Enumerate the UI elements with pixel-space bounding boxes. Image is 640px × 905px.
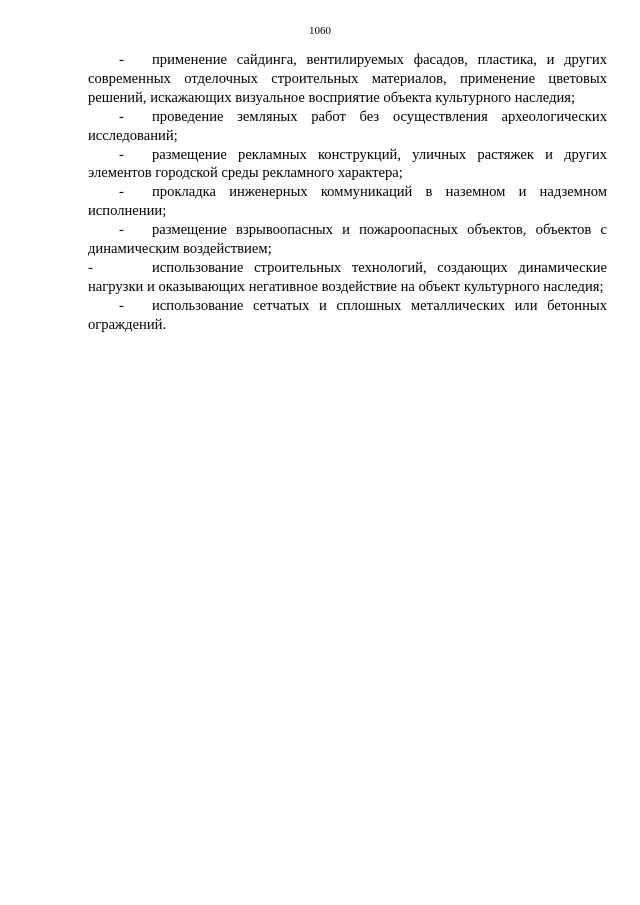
list-item [88,108,607,146]
list-item [88,297,607,335]
list-item [88,51,607,108]
list-item-text: размещение рекламных конструкций, уличных растяжек и других элементов городской среды рекламного характера; [88,146,607,182]
list-item [88,259,607,297]
list-item [88,221,607,259]
dash-marker: - [119,52,124,68]
list-item-text: проведение земляных работ без осуществления археологических исследований; [88,108,607,144]
list-item-text: применение сайдинга, вентилируемых фасадов, пластика, и других современных отделочных строительных материалов, применение цветовых решений, искажающих визуальное восприятие объекта культурного наследия; [88,52,607,106]
dash-marker: - [119,297,124,314]
list-item [88,183,607,221]
list-item-text: прокладка инженерных коммуникаций в наземном и надземном исполнении; [88,184,607,220]
dash-marker: - [119,108,124,125]
dash-marker: - [119,222,124,239]
dash-marker: - [119,146,124,163]
list-item [88,146,607,184]
list-item-text: использование сетчатых и сплошных металлических или бетонных ограждений. [88,297,607,333]
list-item-text: размещение взрывоопасных и пожароопасных объектов, объектов с динамическим воздействием; [88,222,607,258]
dash-marker: - [119,184,124,201]
list-item-text: использование строительных технологий, создающих динамические нагрузки и оказывающих негативное воздействие на объект культурного наследия; [88,259,607,295]
dash-marker: - [88,259,93,276]
prohibitions-list [88,51,607,335]
page-number: 1060 [309,25,331,37]
